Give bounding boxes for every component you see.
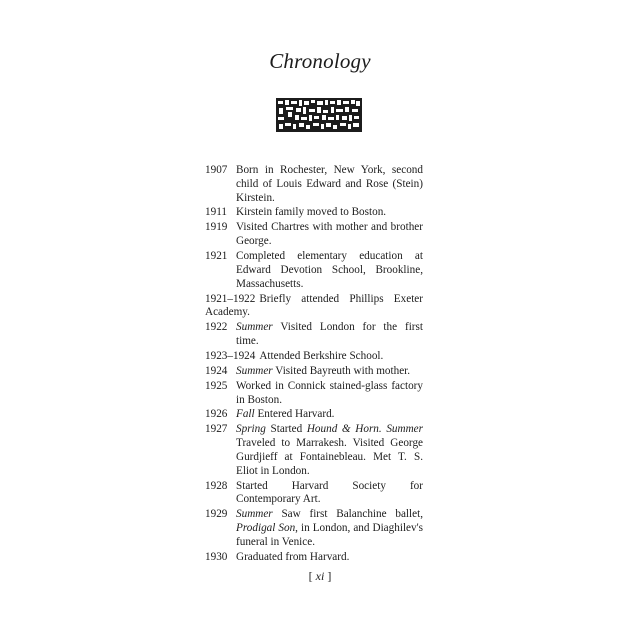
page-title: Chronology xyxy=(269,49,371,73)
list-item xyxy=(205,480,423,508)
entry-year: 1921 xyxy=(205,250,228,263)
entry-text: Visited Chartres with mother and brother George. xyxy=(236,221,423,248)
entry-text: Kirstein family moved to Boston. xyxy=(236,206,387,219)
list-item xyxy=(205,221,423,249)
list-item xyxy=(205,380,423,408)
entry-season: Summer xyxy=(236,321,273,334)
entry-text: Attended Berkshire School. xyxy=(259,349,384,362)
entry-year: 1922 xyxy=(205,321,228,334)
entry-year: 1926 xyxy=(205,408,228,421)
entry-year: 1911 xyxy=(205,206,227,219)
entry-season: Summer xyxy=(236,364,273,377)
entry-year: 1927 xyxy=(205,423,228,436)
entry-year: 1919 xyxy=(205,221,228,234)
list-item xyxy=(205,365,423,379)
list-item xyxy=(205,423,423,478)
entry-text: Visited London for the first time. xyxy=(236,321,423,348)
list-item xyxy=(205,164,423,205)
list-item xyxy=(205,206,423,220)
list-item xyxy=(205,551,423,565)
entry-year: 1928 xyxy=(205,479,228,492)
entry-text: Started xyxy=(270,423,303,436)
entry-text: Visited Bayreuth with mother. xyxy=(275,364,411,377)
entry-season: Fall xyxy=(236,408,255,421)
page-number: [ xi ] xyxy=(308,569,332,583)
chronology-list xyxy=(205,164,423,566)
entry-season: Summer xyxy=(386,423,423,436)
list-item xyxy=(205,508,423,549)
mosaic-ornament-icon xyxy=(276,98,362,132)
entry-text: Briefly attended Phillips Exeter Academy. xyxy=(205,292,423,319)
list-item xyxy=(205,350,423,364)
entry-work-title: Prodigal Son xyxy=(236,522,296,535)
entry-year: 1921–1922 xyxy=(205,292,256,305)
entry-text: Traveled to Marrakesh. Visited George Gurdjieff at Fontainebleau. Met T. S. Eliot in London. xyxy=(236,437,423,477)
entry-season: Spring xyxy=(236,423,266,436)
list-item xyxy=(205,321,423,349)
entry-year: 1929 xyxy=(205,508,228,521)
entry-year: 1923–1924 xyxy=(205,349,256,362)
entry-text: Graduated from Harvard. xyxy=(236,550,350,563)
entry-text: Completed elementary education at Edward Devotion School, Brookline, Massachusetts. xyxy=(236,250,423,290)
entry-text: Saw first Balanchine ballet, xyxy=(281,508,423,521)
list-item xyxy=(205,408,423,422)
entry-year: 1925 xyxy=(205,379,228,392)
list-item xyxy=(205,293,423,321)
entry-text: , in London, and Diaghilev's funeral in Venice. xyxy=(236,522,423,548)
entry-text: Entered Harvard. xyxy=(257,408,335,421)
entry-text: Started Harvard Society for Contemporary Art. xyxy=(236,479,423,506)
entry-work-title: Hound & Horn. xyxy=(306,423,382,436)
entry-season: Summer xyxy=(236,508,273,521)
entry-year: 1907 xyxy=(205,164,228,176)
list-item xyxy=(205,250,423,291)
entry-year: 1930 xyxy=(205,550,228,563)
entry-text: Worked in Connick stained-glass factory in Boston. xyxy=(236,379,423,406)
entry-year: 1924 xyxy=(205,364,228,377)
page-number-value: xi xyxy=(315,569,325,583)
entry-text: Born in Rochester, New York, second child of Louis Edward and Rose (Stein) Kirstein. xyxy=(236,164,423,204)
